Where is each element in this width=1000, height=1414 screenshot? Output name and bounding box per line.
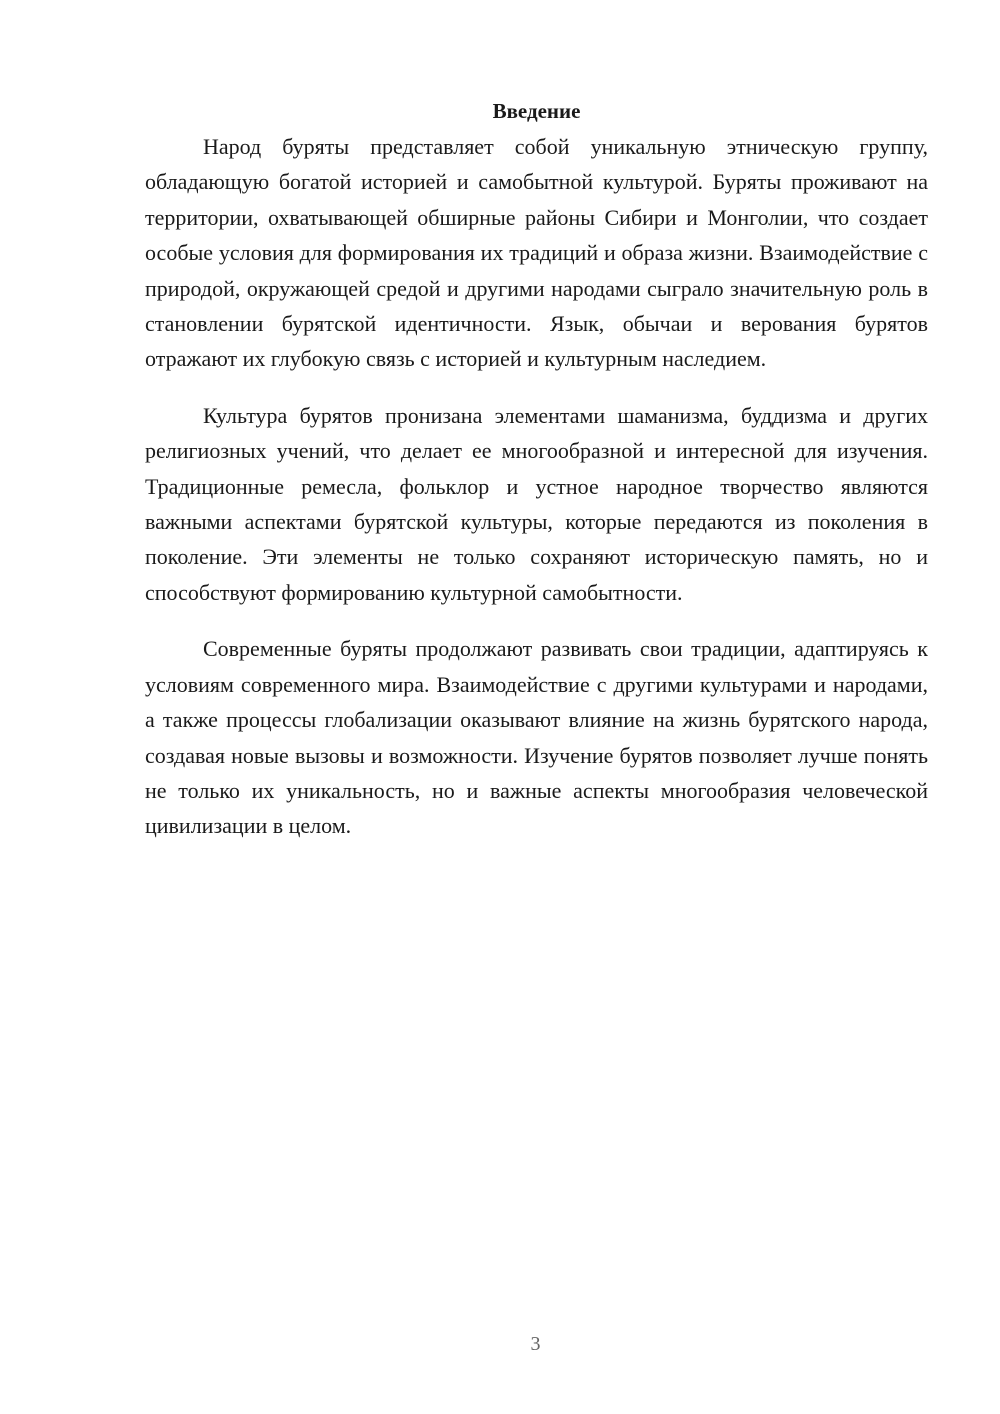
- paragraph-1: Народ буряты представляет собой уникальную этническую группу, обладающую богатой историей и самобытной культурой. Буряты проживают на территории, охватывающей обширные районы Сибири и Монголии, что создает особые условия для формирования их традиций и образа жизни. Взаимодействие с природой, окружающей средой и другими народами сыграло значительную роль в становлении бурятской идентичности. Язык, обычаи и верования бурятов отражают их глубокую связь с историей и культурным наследием.: [145, 134, 928, 372]
- page-content: [145, 93, 928, 865]
- paragraph-2: Культура бурятов пронизана элементами шаманизма, буддизма и других религиозных учений, что делает ее многообразной и интересной для изучения. Традиционные ремесла, фольклор и устное народное творчество являются важными аспектами бурятской культуры, которые передаются из поколения в поколение. Эти элементы не только сохраняют историческую память, но и способствуют формированию культурной самобытности.: [145, 402, 928, 605]
- section-title: Введение: [492, 99, 581, 123]
- paragraph-3: Современные буряты продолжают развивать свои традиции, адаптируясь к условиям современного мира. Взаимодействие с другими культурами и народами, а также процессы глобализации оказывают влияние на жизнь бурятского народа, создавая новые вызовы и возможности. Изучение бурятов позволяет лучше понять не только их уникальность, но и важные аспекты многообразия человеческой цивилизации в целом.: [145, 636, 928, 839]
- page-number: 3: [530, 1333, 541, 1355]
